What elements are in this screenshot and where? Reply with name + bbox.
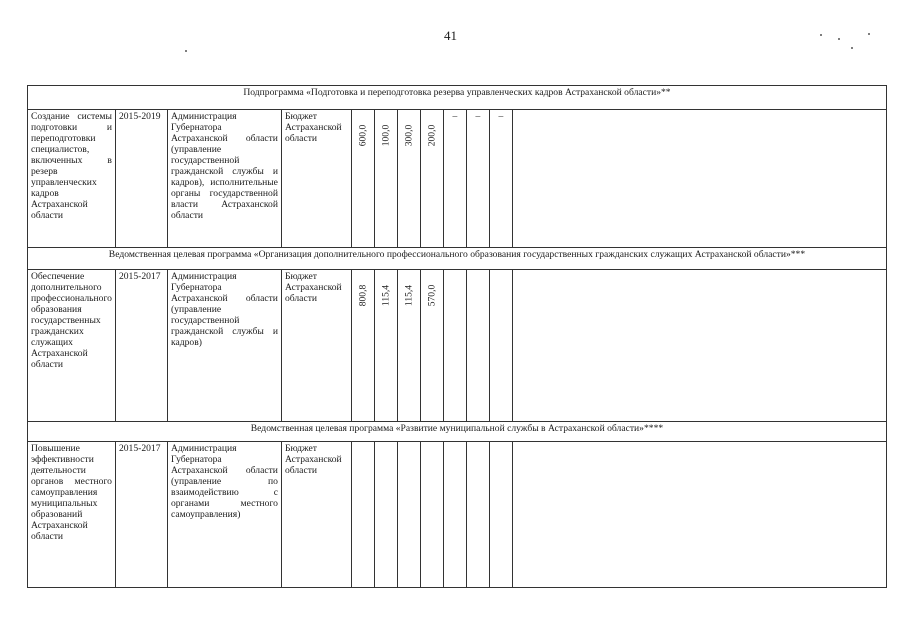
empty-cell [512,270,886,422]
value-cell: – [443,110,466,248]
value-text: 570,0 [426,284,438,307]
value-cell [420,270,443,422]
page-number: 41 [444,28,457,43]
scan-speck [185,50,187,52]
executor-cell: Администрация Губернатора Астраханской области (управление по взаимодействию с органами местного самоуправления) [167,442,281,588]
value-text: 300,0 [403,124,415,147]
value-cell [443,442,466,588]
scan-speck [868,33,870,35]
value-text: 115,4 [380,284,392,307]
value-text: 100,0 [380,124,392,147]
executor-cell: Администрация Губернатора Астраханской области (управление государственной гражданской службы и кадров), исполнительные органы государственной власти Астраханской области [167,110,281,248]
value-text: 115,4 [403,284,415,307]
table-row [28,110,887,248]
value-cell [374,442,397,588]
value-cell [466,270,489,422]
value-cell: – [466,110,489,248]
funding-source-cell: Бюджет Астраханской области [281,110,351,248]
value-cell [420,442,443,588]
empty-cell [512,442,886,588]
period-cell: 2015-2019 [115,110,167,248]
value-cell [397,110,420,248]
scan-speck [820,34,822,36]
value-cell: – [489,110,512,248]
scan-speck [838,38,840,40]
period-cell: 2015-2017 [115,270,167,422]
budget-table [27,85,887,588]
value-text: 200,0 [426,124,438,147]
section-title: Ведомственная целевая программа «Развитие муниципальной службы в Астраханской области»**** [28,422,887,442]
scan-speck [851,47,853,49]
period-cell: 2015-2017 [115,442,167,588]
value-cell [374,270,397,422]
value-cell [397,270,420,422]
value-text: 800,8 [357,284,369,307]
value-cell [397,442,420,588]
activity-cell: Создание системы подготовки и переподготовки специалистов, включенных в резерв управленческих кадров Астраханской области [28,110,116,248]
value-cell [489,442,512,588]
value-text: 600,0 [357,124,369,147]
value-cell [420,110,443,248]
value-cell [374,110,397,248]
section-header-row [28,422,887,442]
value-cell [466,442,489,588]
funding-source-cell: Бюджет Астраханской области [281,442,351,588]
activity-cell: Обеспечение дополнительного профессионального образования государственных гражданских служащих Астраханской области [28,270,116,422]
empty-cell [512,110,886,248]
table-row [28,442,887,588]
section-header-row [28,86,887,110]
section-title: Ведомственная целевая программа «Организация дополнительного профессионального образования государственных гражданских служащих Астраханской области»*** [28,248,887,270]
section-title: Подпрограмма «Подготовка и переподготовка резерва управленческих кадров Астраханской области»** [28,86,887,110]
executor-cell: Администрация Губернатора Астраханской области (управление государственной гражданской службы и кадров) [167,270,281,422]
value-cell [489,270,512,422]
section-header-row [28,248,887,270]
value-cell [351,110,374,248]
value-cell [351,442,374,588]
value-cell [351,270,374,422]
funding-source-cell: Бюджет Астраханской области [281,270,351,422]
value-cell [443,270,466,422]
activity-cell: Повышение эффективности деятельности органов местного самоуправления муниципальных образований Астраханской области [28,442,116,588]
table-row [28,270,887,422]
